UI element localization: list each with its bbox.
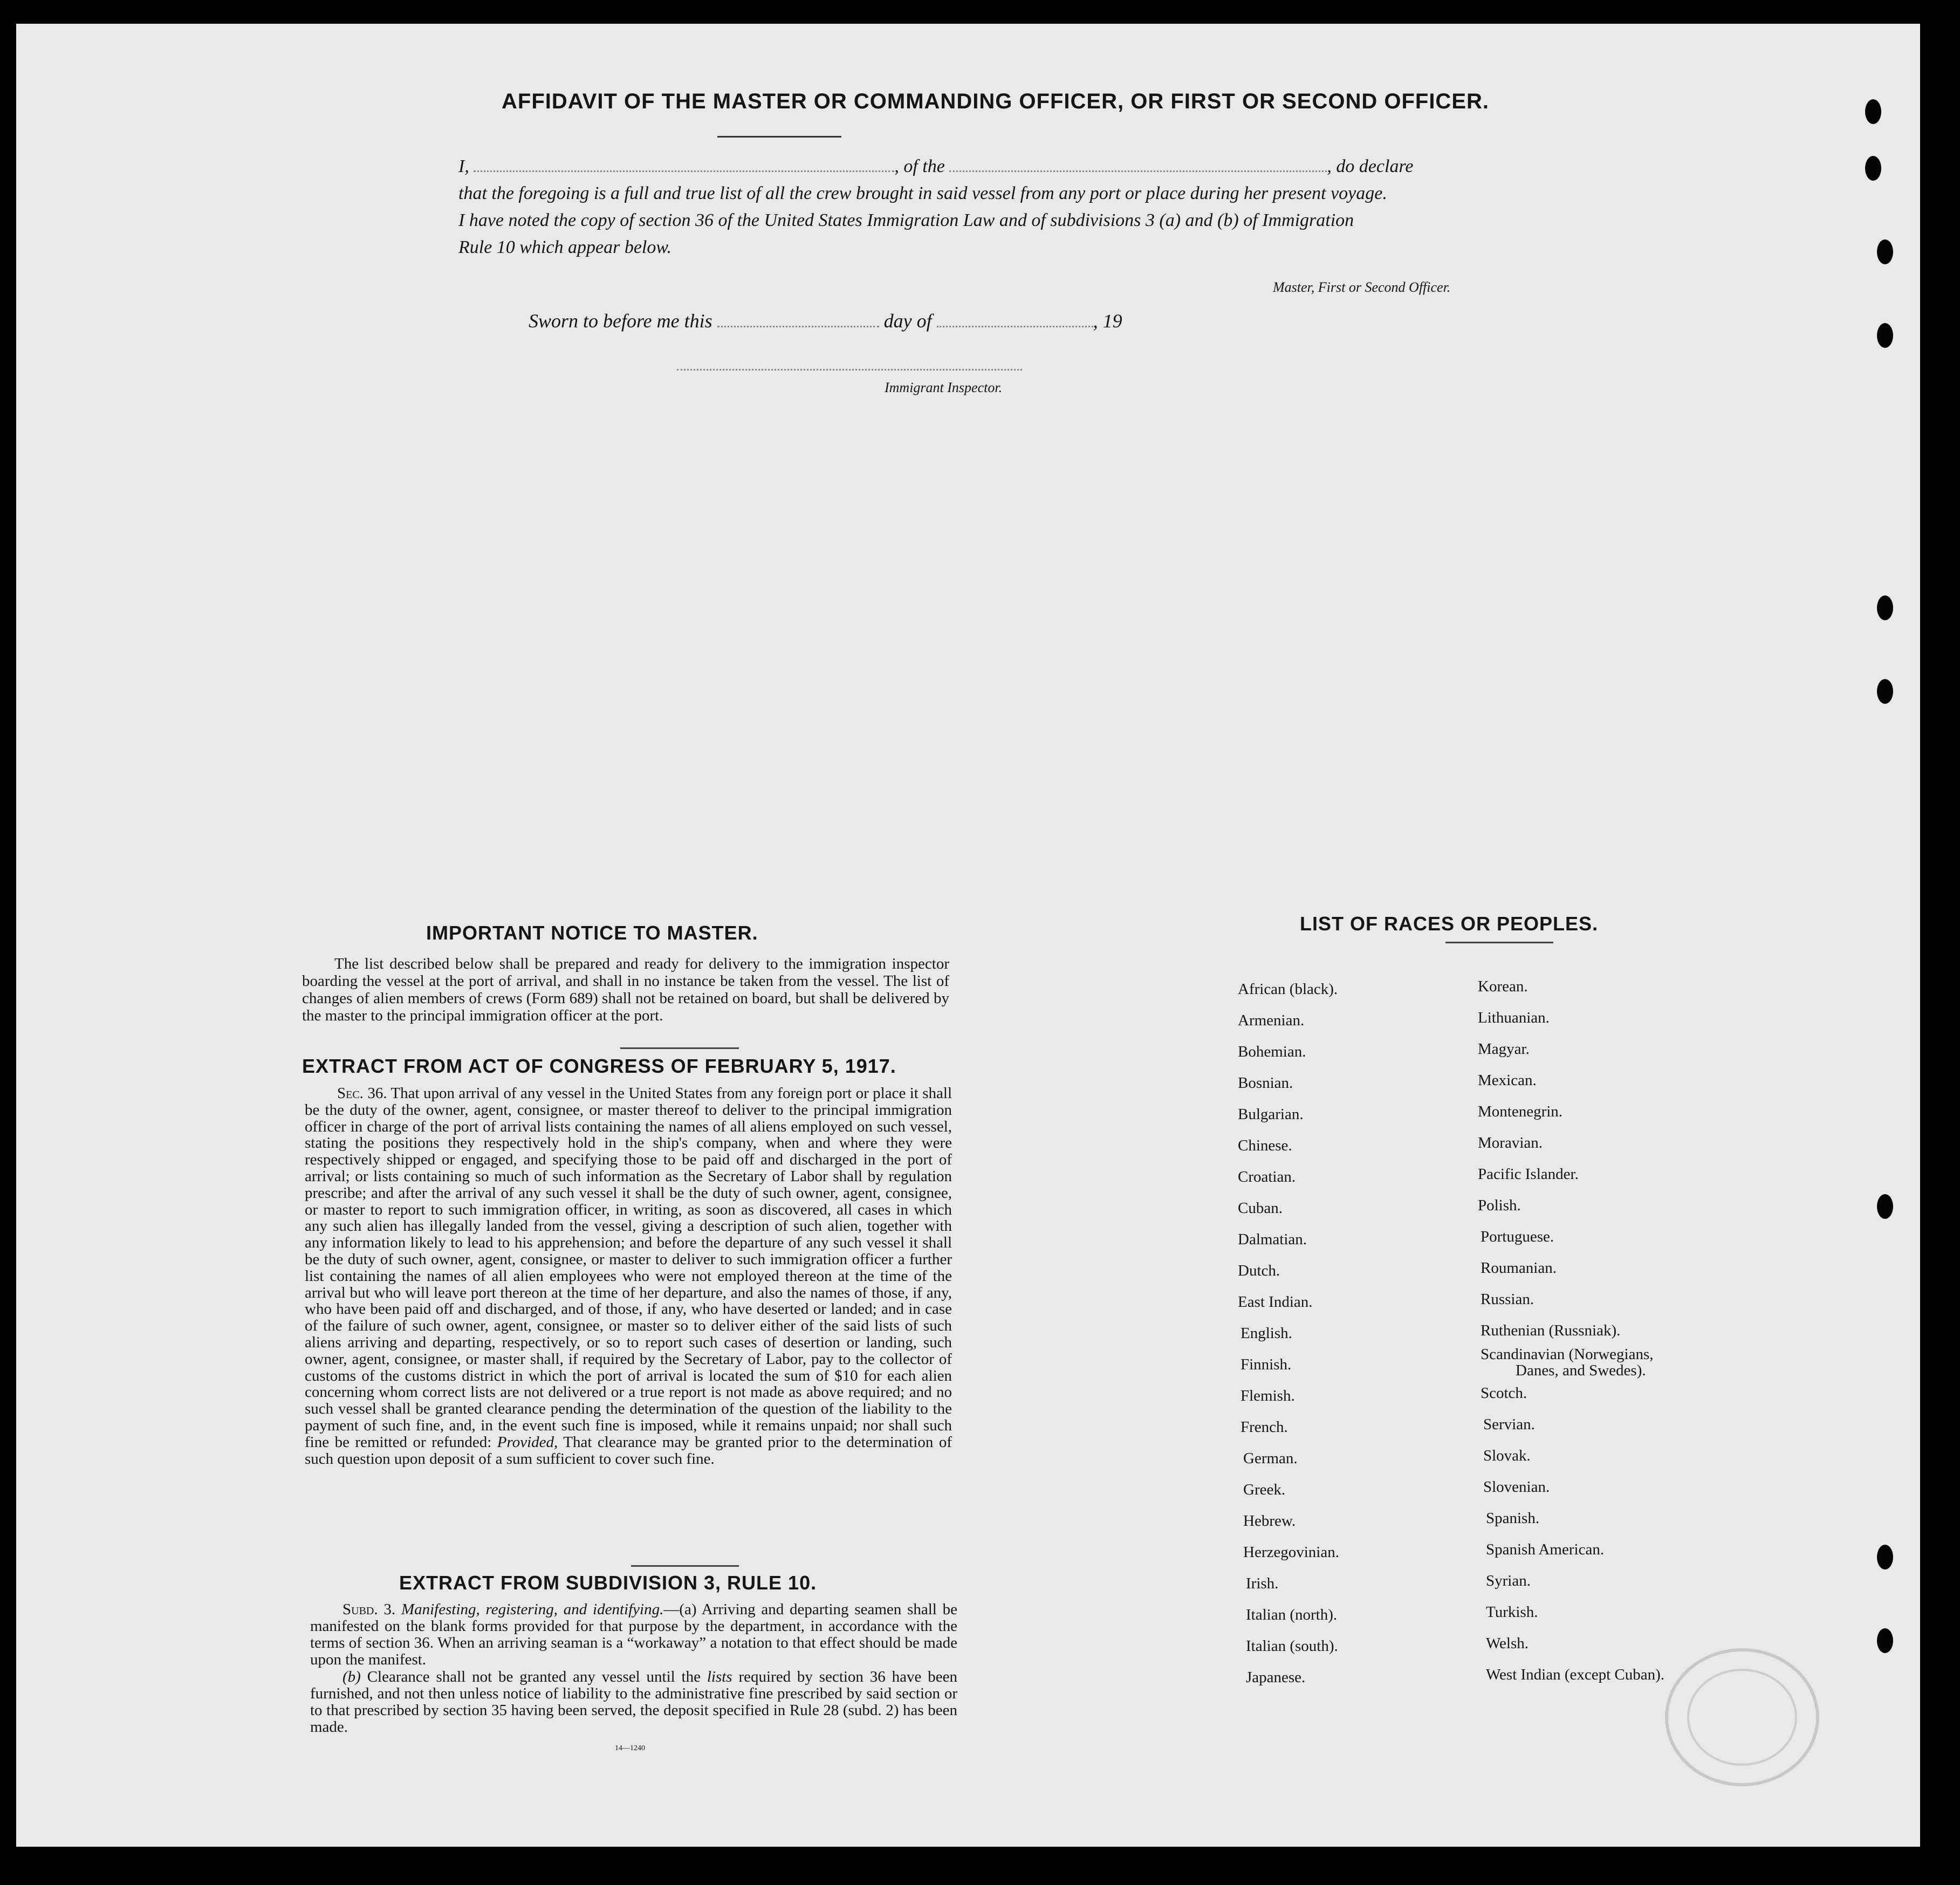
race-item: Dalmatian. [1238, 1231, 1307, 1248]
year-prefix: , 19 [1093, 310, 1122, 332]
punch-hole [1865, 99, 1881, 124]
race-item: Flemish. [1241, 1387, 1295, 1404]
subdivision-3b-text [310, 1669, 957, 1736]
notice-body: The list described below shall be prepared and ready for delivery to the immigration inspector boarding the vessel at the port of arrival, and shall in no instance be taken from the vessel. The list of changes of alien members of crews (Form 689) shall not be retained on board, but shall be delivered by the master to the principal immigration officer at the port. [302, 955, 949, 1024]
day-blank[interactable] [717, 326, 879, 327]
document-page [16, 24, 1920, 1847]
subdivision-heading: Manifesting, registering, and identifying. [401, 1601, 664, 1618]
race-item: Magyar. [1478, 1040, 1530, 1058]
affidavit-title: AFFIDAVIT OF THE MASTER OR COMMANDING OFFICER, OR FIRST OR SECOND OFFICER. [502, 90, 1489, 113]
race-item: Dutch. [1238, 1262, 1280, 1279]
affidavit-line-4: Rule 10 which appear below. [458, 237, 672, 257]
sworn-line [529, 310, 1122, 332]
divider [631, 1565, 739, 1567]
inspector-signature-line[interactable] [677, 369, 1022, 371]
race-item: Japanese. [1246, 1669, 1306, 1686]
race-item: Mexican. [1478, 1072, 1537, 1089]
inspector-label: Immigrant Inspector. [885, 380, 1003, 395]
subdivision-label: Subd. 3. [342, 1601, 396, 1618]
section-text: That upon arrival of any vessel in the United States from any foreign port or place it shall be the duty of the owner, agent, consignee, or master thereof to deliver to the principal immigration officer in charge of the port of arrival lists containing the names of all aliens employed on such vessel, stating the positions they respectively hold in the ship's company, when and where they were respectively shipped or engaged, and specifying those to be paid off and discharged in the port of arrival; or lists containing so much of such information as the Secretary of Labor shall by regulation prescribe; and after the arrival of any such vessel it shall be the duty of such owner, agent, consignee, or master to report to such immigration officer, in writing, as soon as discovered, all cases in which any such alien has illegally landed from the vessel, giving a description of such alien, together with any information likely to lead to his apprehension; and before the departure of any such vessel it shall be the duty of such owner, agent, consignee, or master to deliver to such immigration officer a further list containing the names of all alien employees who were not employed thereon at the time of the arrival but who will leave port thereon at the time of her departure, and also the names of those, if any, who have been paid off and discharged, and of those, if any, who have deserted or landed; and in case of the failure of such owner, agent, consignee, or master so to deliver either of the said lists of such aliens arriving and departing, respectively, or so to report such cases of desertion or landing, such owner, agent, consignee, or master shall, if required by the Secretary of Labor, pay to the collector of customs of the customs district in which the port of arrival is located the sum of $10 for each alien concerning whom correct lists are not delivered or a true report is not made as above required; and no such vessel shall be granted clearance pending the determination of the question of the liability to the payment of such fine, and, in the event such fine is imposed, while it remains unpaid; nor shall such fine be remitted or refunded: [305, 1085, 952, 1451]
seal-stamp-icon [1661, 1642, 1823, 1793]
paragraph-b-text-1: Clearance shall not be granted any vessel until the [367, 1668, 701, 1685]
race-item: West Indian (except Cuban). [1486, 1666, 1665, 1683]
section-label: Sec. 36. [337, 1085, 387, 1102]
race-item: Armenian. [1238, 1012, 1305, 1029]
race-item: Russian. [1481, 1291, 1534, 1308]
race-item: Turkish. [1486, 1603, 1538, 1621]
race-item: Servian. [1483, 1416, 1535, 1433]
title-underline [717, 136, 841, 138]
races-title: LIST OF RACES OR PEOPLES. [1300, 913, 1599, 935]
race-item: Bosnian. [1238, 1074, 1293, 1092]
race-item: Scotch. [1481, 1384, 1527, 1402]
race-item: Roumanian. [1481, 1259, 1557, 1277]
extract-rule-title: EXTRACT FROM SUBDIVISION 3, RULE 10. [399, 1572, 817, 1594]
race-item: Syrian. [1486, 1572, 1531, 1589]
race-item: Spanish. [1486, 1510, 1540, 1527]
punch-hole [1877, 1545, 1893, 1569]
sworn-prefix: Sworn to before me this [529, 310, 712, 332]
punch-hole [1877, 1194, 1893, 1219]
race-item: Croatian. [1238, 1168, 1296, 1185]
name-blank[interactable] [474, 170, 894, 172]
race-item: English. [1241, 1325, 1292, 1342]
race-item: French. [1241, 1418, 1288, 1436]
race-item: Welsh. [1486, 1635, 1529, 1652]
master-signature-label: Master, First or Second Officer. [1273, 279, 1451, 295]
divider [620, 1047, 739, 1049]
punch-hole [1877, 679, 1893, 704]
race-item: Bulgarian. [1238, 1106, 1304, 1123]
affidavit-line-1 [458, 153, 1570, 180]
punch-hole [1877, 1628, 1893, 1653]
race-item: Montenegrin. [1478, 1103, 1563, 1120]
punch-hole [1877, 595, 1893, 620]
divider [1445, 942, 1553, 943]
race-item: Bohemian. [1238, 1043, 1306, 1060]
subdivision-3a-text [310, 1601, 957, 1668]
race-item: Herzegovinian. [1243, 1544, 1339, 1561]
do-declare-text: , do declare [1327, 156, 1414, 176]
punch-hole [1877, 239, 1893, 264]
race-item: Cuban. [1238, 1199, 1283, 1217]
race-item: Spanish American. [1486, 1541, 1605, 1558]
race-item: Italian (north). [1246, 1606, 1338, 1623]
affidavit-line-2: that the foregoing is a full and true list of all the crew brought in said vessel from any port or place during her present voyage. [458, 183, 1387, 203]
month-blank[interactable] [937, 326, 1093, 327]
race-item: Slovenian. [1483, 1478, 1550, 1496]
race-item: Italian (south). [1246, 1637, 1338, 1655]
race-item: Portuguese. [1481, 1228, 1554, 1245]
punch-hole [1877, 323, 1893, 348]
race-item: Greek. [1243, 1481, 1286, 1498]
race-item: Scandinavian (Norwegians, [1481, 1346, 1654, 1363]
paragraph-b-lists: lists [707, 1668, 732, 1685]
race-item: Slovak. [1483, 1447, 1531, 1464]
provided-text: Provided, [497, 1433, 558, 1451]
paragraph-b-label: (b) [342, 1668, 361, 1685]
race-item: Lithuanian. [1478, 1009, 1550, 1026]
section-36-text [305, 1085, 952, 1467]
day-of-text: day of [883, 310, 932, 332]
affidavit-i: I, [458, 156, 469, 176]
paragraph-b-text-2: required by section 36 have been furnished, and not then unless notice of liability to the administrative fine prescribed by said section or to that prescribed by section 35 having been served, the deposit specified in Rule 28 (subd. 2) has been made. [310, 1668, 957, 1736]
form-number: 14—1240 [615, 1744, 645, 1752]
paragraph-a-label: —(a) [663, 1601, 697, 1618]
race-item: Finnish. [1241, 1356, 1292, 1373]
extract-act-title: EXTRACT FROM ACT OF CONGRESS OF FEBRUARY 5, 1917. [302, 1055, 896, 1077]
section-text-end: That clearance may be granted prior to the determination of such question upon deposit of a sum sufficient to cover such fine. [305, 1433, 952, 1468]
notice-title: IMPORTANT NOTICE TO MASTER. [426, 922, 758, 944]
race-item: Ruthenian (Russniak). [1481, 1322, 1621, 1339]
race-item: African (black). [1238, 981, 1338, 998]
race-item: Chinese. [1238, 1137, 1292, 1154]
vessel-blank[interactable] [949, 170, 1327, 172]
race-item: Pacific Islander. [1478, 1166, 1579, 1183]
affidavit-body [458, 153, 1570, 261]
of-the-text: , of the [894, 156, 945, 176]
race-item: Korean. [1478, 978, 1528, 995]
race-item-continued: Danes, and Swedes). [1516, 1362, 1646, 1379]
punch-hole [1865, 156, 1881, 181]
affidavit-line-3: I have noted the copy of section 36 of the United States Immigration Law and of subdivisions 3 (a) and (b) of Immigration [458, 210, 1354, 230]
race-item: Polish. [1478, 1197, 1521, 1214]
paragraph-a-text: Arriving and departing seamen shall be manifested on the blank forms provided for that purpose by the department, in accordance with the terms of section 36. When an arriving seaman is a “workaway” a notation to that effect should be made upon the manifest. [310, 1601, 958, 1668]
race-item: Irish. [1246, 1575, 1279, 1592]
race-item: East Indian. [1238, 1293, 1313, 1311]
race-item: Hebrew. [1243, 1512, 1296, 1530]
race-item: German. [1243, 1450, 1298, 1467]
race-item: Moravian. [1478, 1134, 1543, 1151]
